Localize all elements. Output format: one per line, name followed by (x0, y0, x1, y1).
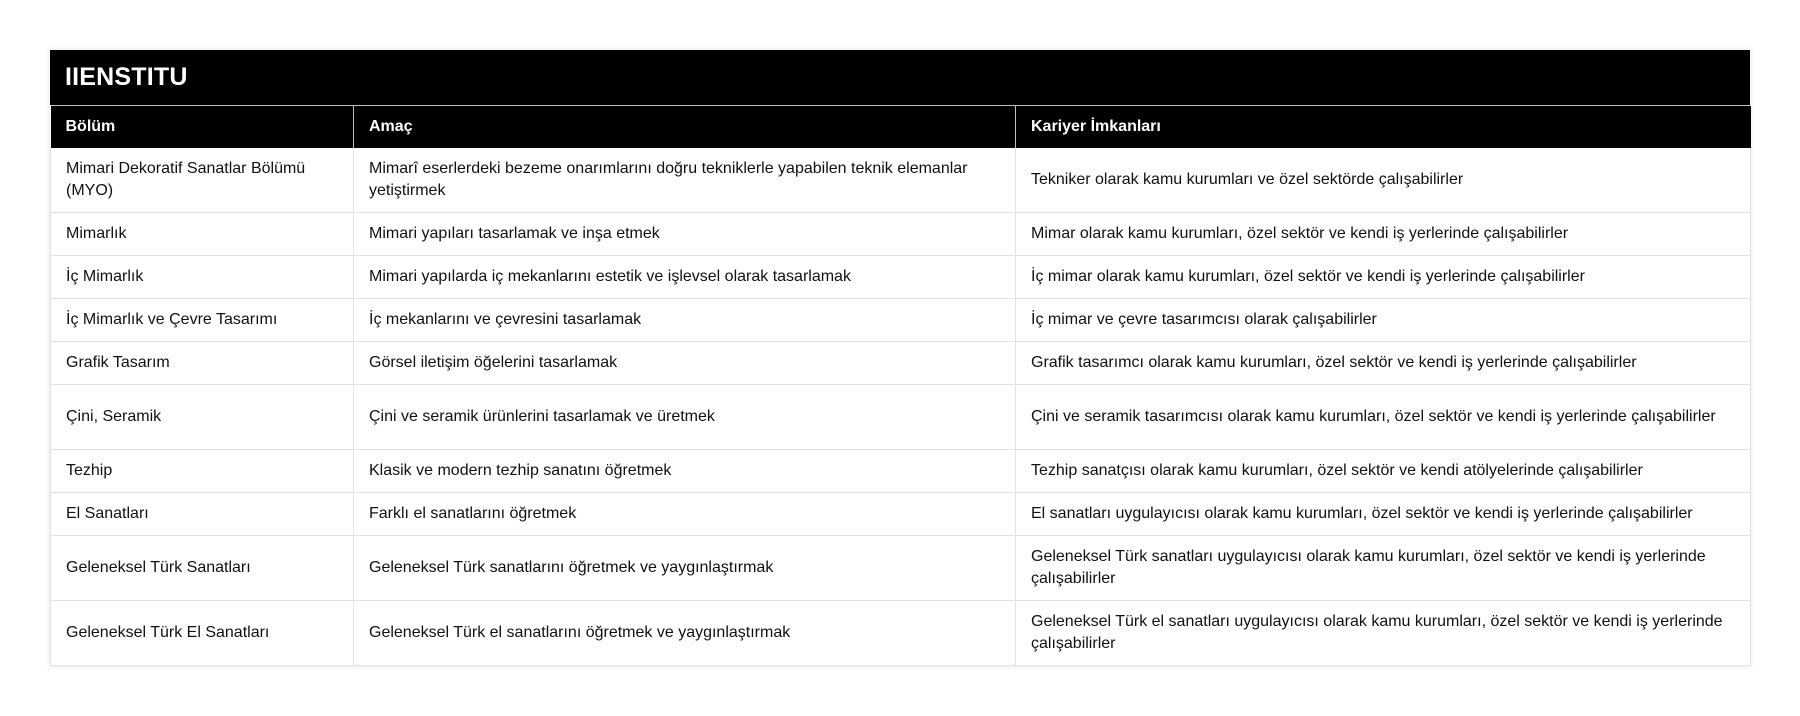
cell-amac: İç mekanlarını ve çevresini tasarlamak (354, 299, 1016, 342)
cell-amac: Klasik ve modern tezhip sanatını öğretmek (354, 450, 1016, 493)
cell-amac: Mimari yapılarda iç mekanlarını estetik ve işlevsel olarak tasarlamak (354, 256, 1016, 299)
cell-kariyer: Çini ve seramik tasarımcısı olarak kamu kurumları, özel sektör ve kendi iş yerlerinde çalışabilirler (1016, 385, 1751, 450)
careers-table (50, 105, 1751, 666)
table-row (51, 450, 1751, 493)
cell-amac: Mimari yapıları tasarlamak ve inşa etmek (354, 213, 1016, 256)
cell-amac: Geleneksel Türk el sanatlarını öğretmek ve yaygınlaştırmak (354, 601, 1016, 666)
cell-amac: Çini ve seramik ürünlerini tasarlamak ve üretmek (354, 385, 1016, 450)
table-title: IIENSTITU (50, 50, 1750, 105)
table-row (51, 342, 1751, 385)
table-row (51, 536, 1751, 601)
table-body (51, 148, 1751, 666)
cell-amac: Farklı el sanatlarını öğretmek (354, 493, 1016, 536)
cell-kariyer: Mimar olarak kamu kurumları, özel sektör ve kendi iş yerlerinde çalışabilirler (1016, 213, 1751, 256)
table-row (51, 385, 1751, 450)
cell-bolum: Çini, Seramik (51, 385, 354, 450)
table-row (51, 299, 1751, 342)
header-row (51, 106, 1751, 149)
cell-bolum: Tezhip (51, 450, 354, 493)
cell-bolum: Geleneksel Türk Sanatları (51, 536, 354, 601)
cell-bolum: Grafik Tasarım (51, 342, 354, 385)
cell-amac: Mimarî eserlerdeki bezeme onarımlarını doğru tekniklerle yapabilen teknik elemanlar yetiştirmek (354, 148, 1016, 213)
cell-bolum: Mimari Dekoratif Sanatlar Bölümü (MYO) (51, 148, 354, 213)
table-row (51, 148, 1751, 213)
column-header-bolum: Bölüm (51, 106, 354, 149)
cell-bolum: İç Mimarlık ve Çevre Tasarımı (51, 299, 354, 342)
table-row (51, 213, 1751, 256)
table-row (51, 256, 1751, 299)
cell-amac: Geleneksel Türk sanatlarını öğretmek ve yaygınlaştırmak (354, 536, 1016, 601)
cell-kariyer: Tezhip sanatçısı olarak kamu kurumları, özel sektör ve kendi atölyelerinde çalışabilirler (1016, 450, 1751, 493)
table-header (51, 106, 1751, 149)
column-header-kariyer: Kariyer İmkanları (1016, 106, 1751, 149)
cell-kariyer: Geleneksel Türk el sanatları uygulayıcısı olarak kamu kurumları, özel sektör ve kendi iş yerlerinde çalışabilirler (1016, 601, 1751, 666)
cell-kariyer: Geleneksel Türk sanatları uygulayıcısı olarak kamu kurumları, özel sektör ve kendi iş yerlerinde çalışabilirler (1016, 536, 1751, 601)
cell-bolum: Geleneksel Türk El Sanatları (51, 601, 354, 666)
cell-bolum: Mimarlık (51, 213, 354, 256)
table-row (51, 601, 1751, 666)
cell-kariyer: El sanatları uygulayıcısı olarak kamu kurumları, özel sektör ve kendi iş yerlerinde çalışabilirler (1016, 493, 1751, 536)
cell-kariyer: İç mimar olarak kamu kurumları, özel sektör ve kendi iş yerlerinde çalışabilirler (1016, 256, 1751, 299)
cell-bolum: El Sanatları (51, 493, 354, 536)
cell-kariyer: Tekniker olarak kamu kurumları ve özel sektörde çalışabilirler (1016, 148, 1751, 213)
table-row (51, 493, 1751, 536)
cell-kariyer: Grafik tasarımcı olarak kamu kurumları, özel sektör ve kendi iş yerlerinde çalışabilirler (1016, 342, 1751, 385)
cell-kariyer: İç mimar ve çevre tasarımcısı olarak çalışabilirler (1016, 299, 1751, 342)
column-header-amac: Amaç (354, 106, 1016, 149)
cell-bolum: İç Mimarlık (51, 256, 354, 299)
table-card (50, 50, 1750, 666)
cell-amac: Görsel iletişim öğelerini tasarlamak (354, 342, 1016, 385)
